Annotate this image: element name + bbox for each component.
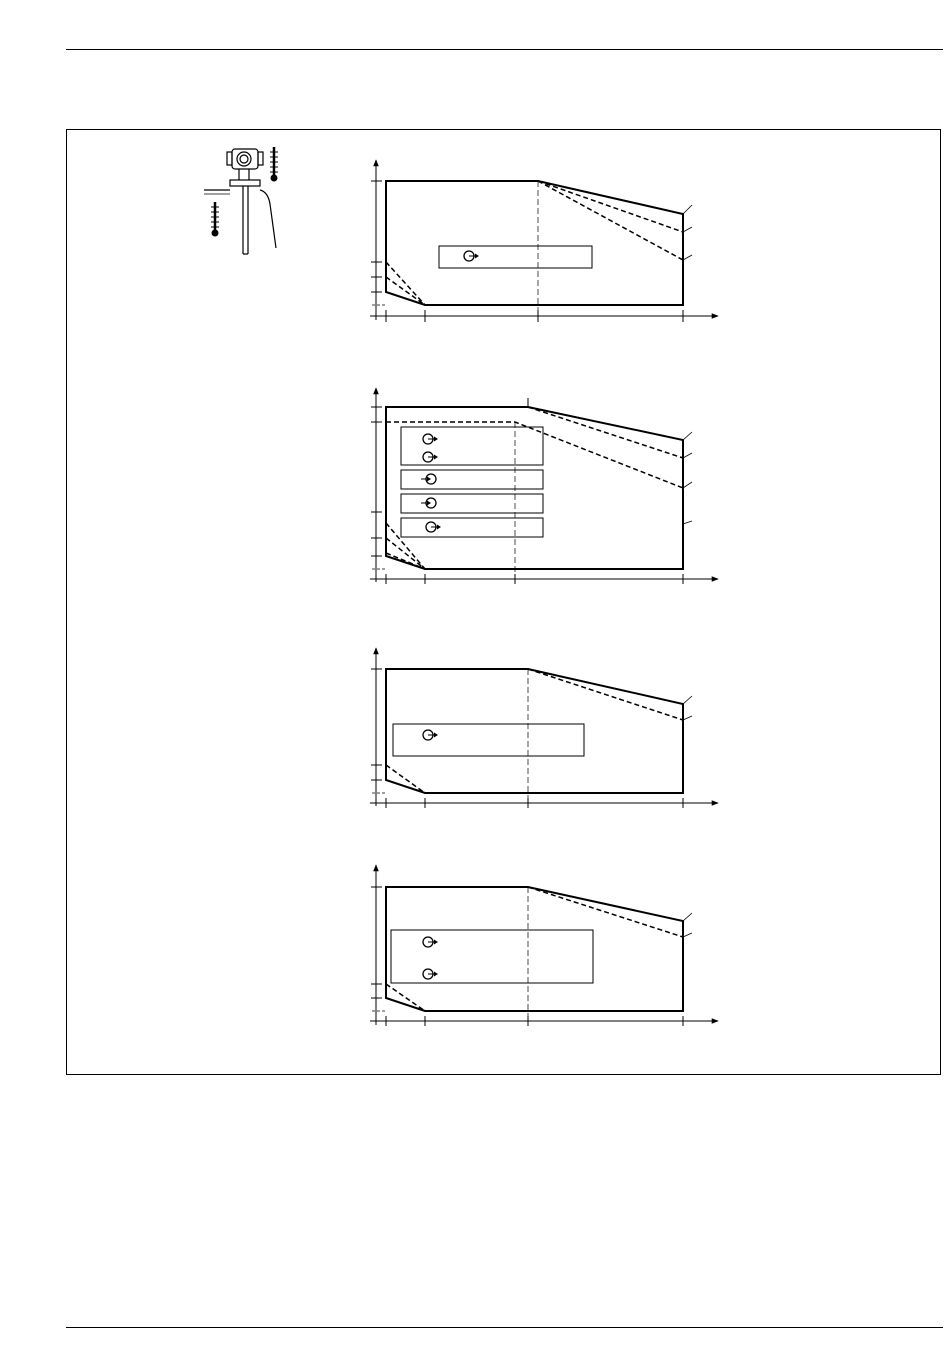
thermometer-icon [211,202,219,236]
envelope-dashed-line [528,669,683,720]
transmitter-with-probe-icon [204,149,276,254]
legend-box [393,724,584,756]
legend-box [401,427,543,465]
rotation-symbol-icon [423,969,438,979]
legend-box [401,518,543,537]
rotation-symbol-icon [423,452,438,462]
rotation-symbol-icon [423,434,438,444]
envelope-dashed-line [528,407,683,458]
envelope-outline [386,181,683,305]
diagram-3 [370,648,718,808]
rotation-symbol-icon [464,251,479,261]
legend-box [439,246,592,268]
envelope-dashed-line [538,181,683,232]
rotation-symbol-icon [423,730,438,740]
envelope-dashed-line [386,984,425,1011]
envelope-outline [386,407,683,569]
diagram-1 [370,160,718,322]
envelope-dashed-line [538,181,683,260]
envelope-dashed-line [386,277,425,305]
rotation-symbol-icon [426,522,441,532]
callout-line [683,205,692,260]
rotation-symbol-icon [421,474,436,484]
envelope-dashed-line [386,538,425,569]
legend-box [391,930,593,983]
rotation-symbol-icon [421,498,436,508]
envelope-dashed-line [386,765,425,793]
diagram-4 [370,865,718,1026]
rotation-symbol-icon [423,937,438,947]
callout-line [683,696,692,720]
callout-line [683,432,692,524]
thermometer-icon [270,147,278,181]
callout-line [683,913,692,937]
envelope-outline [386,887,683,1011]
diagram-2 [370,388,718,584]
